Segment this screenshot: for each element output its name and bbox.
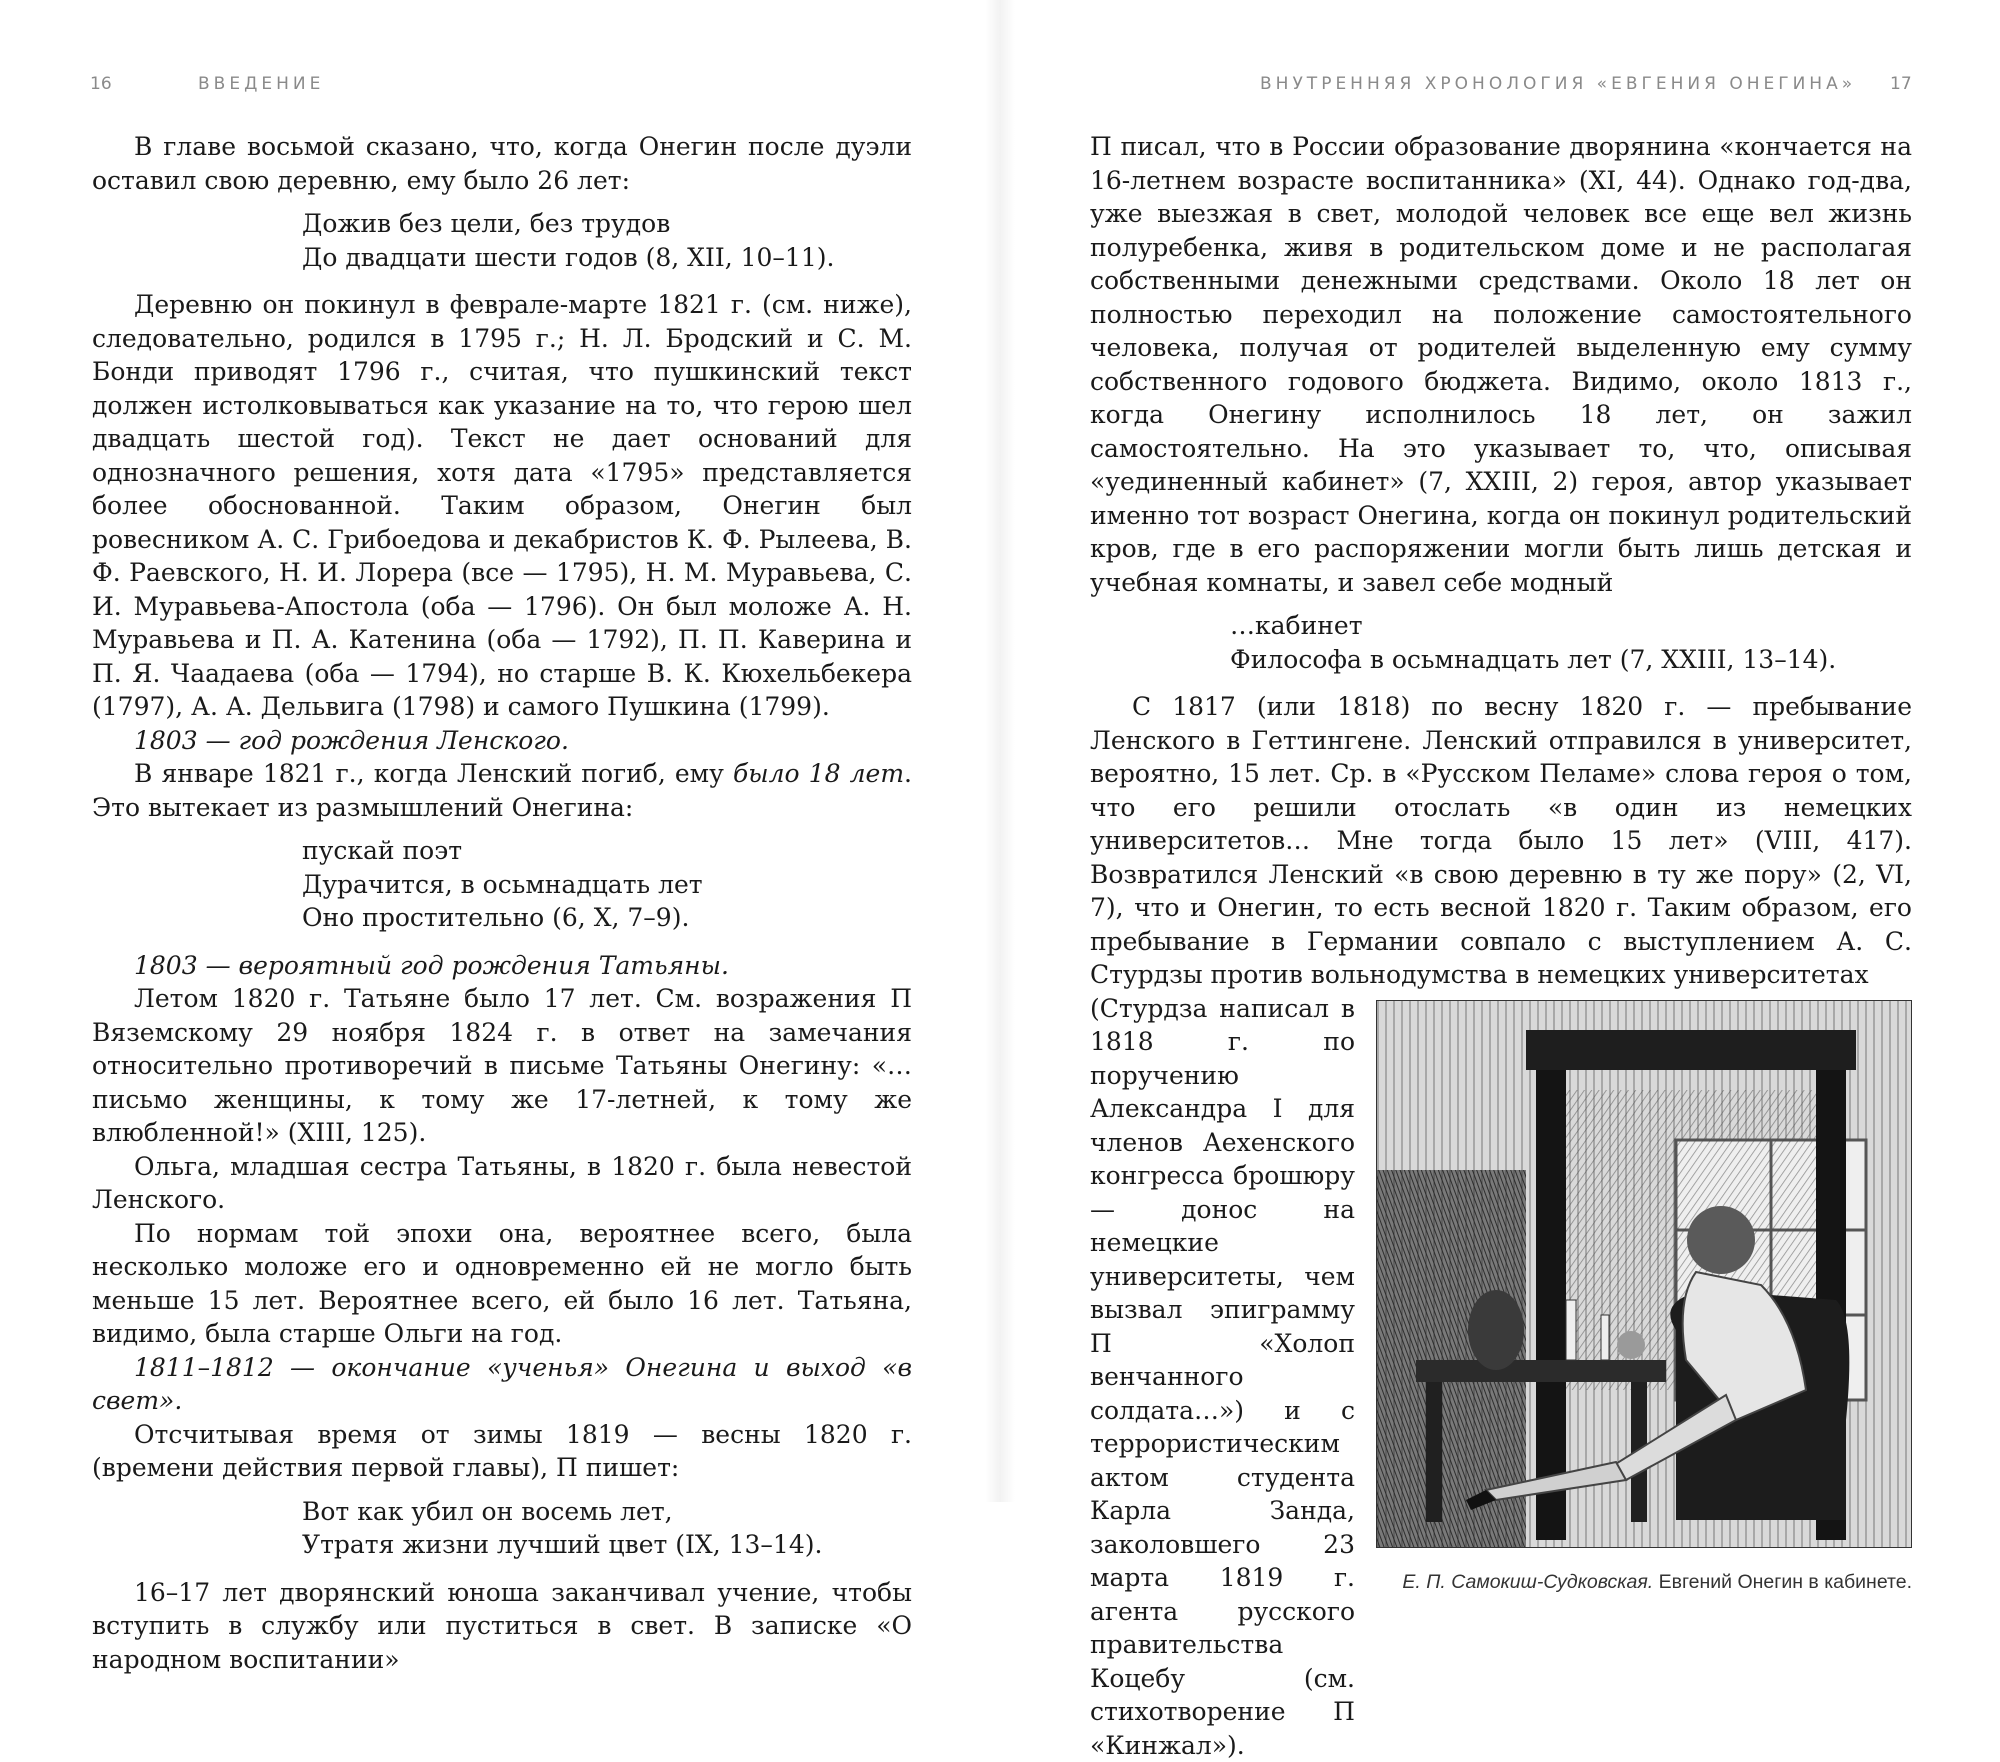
verse-line: Утратя жизни лучший цвет (IX, 13–14). (302, 1528, 912, 1562)
text-with-figure (1090, 992, 1912, 1762)
verse-quote (92, 834, 912, 935)
paragraph: С 1817 (или 1818) по весну 1820 г. — пребывание Ленского в Геттингене. Ленский отправился в университет, вероятно, 15 лет. Ср. в «Русском Пеламе» слова героя о том, что его решили отослать «в один из немецких университетов… Мне тогда было 15 лет» (VIII, 417). Возвратился Ленский «в свою деревню в ту же пору» (2, VI, 7), что и Онегин, то есть весной 1820 г. Таким образом, его пребывание в Германии совпало с выступлением А. С. Стурдзы против вольнодумства в немецких университетах (1090, 690, 1912, 992)
verse-line: До двадцати шести годов (8, XII, 10–11). (302, 241, 912, 275)
right-body-text (1090, 130, 1912, 1762)
paragraph: Деревню он покинул в феврале-марте 1821 г. (см. ниже), следовательно, родился в 1795 г.; Н. Л. Бродский и С. М. Бонди приводят 1796 г., считая, что пушкинский текст должен истолковываться как указание на то, что герою шел двадцать шестой год). Текст не дает оснований для однозначного решения, хотя дата «1795» представляется более обоснованной. Таким образом, Онегин был ровесником А. С. Грибоедова и декабристов К. Ф. Рылеева, В. Ф. Раевского, Н. И. Лорера (все — 1795), Н. М. Муравьева, С. И. Муравьева-Апостола (оба — 1796). Он был моложе А. Н. Муравьева и П. А. Катенина (оба — 1792), П. П. Каверина и П. Я. Чаадаева (оба — 1794), но старше В. К. Кюхельбекера (1797), А. А. Дельвига (1798) и самого Пушкина (1799). (92, 288, 912, 724)
right-page-number: 17 (1890, 74, 1912, 94)
left-page (0, 0, 1000, 1502)
verse-quote (92, 1495, 912, 1562)
wrapped-text-column (1090, 992, 1355, 1762)
left-running-head: ВВЕДЕНИЕ (198, 74, 324, 94)
paragraph: Отсчитывая время от зимы 1819 — весны 1820 г. (времени действия первой главы), П пишет: (92, 1418, 912, 1485)
verse-quote (92, 207, 912, 274)
verse-quote (1090, 609, 1912, 676)
figure (1376, 992, 1912, 1762)
section-heading: 1803 — вероятный год рождения Татьяны. (92, 949, 912, 983)
verse-line: …кабинет (1230, 609, 1912, 643)
verse-line: Философа в осьмнадцать лет (7, XXIII, 13–14). (1230, 643, 1912, 677)
engraving-illustration (1376, 1000, 1912, 1548)
verse-line: Оно простительно (6, X, 7–9). (302, 901, 912, 935)
verse-line: Вот как убил он восемь лет, (302, 1495, 912, 1529)
figure-caption: Е. П. Самокиш-Судковская. Евгений Онегин в кабинете. (1376, 1566, 1912, 1600)
right-page (1000, 0, 2000, 1502)
verse-line: Дурачится, в осьмнадцать лет (302, 868, 912, 902)
section-heading: 1803 — год рождения Ленского. (92, 724, 912, 758)
verse-line: пускай поэт (302, 834, 912, 868)
paragraph: (Стурдза написал в 1818 г. по поручению Александра I для членов Аехенского конгресса брошюру — донос на немецкие университеты, чем вызвал эпиграмму П «Холоп венчанного солдата…») и с террористическим актом студента Карла Занда, заколовшего 23 марта 1819 г. агента русского правительства Коцебу (см. стихотворение П «Кинжал»). (1090, 992, 1355, 1762)
paragraph: Ольга, младшая сестра Татьяны, в 1820 г. была невестой Ленского. (92, 1150, 912, 1217)
verse-line: Дожив без цели, без трудов (302, 207, 912, 241)
paragraph: В главе восьмой сказано, что, когда Онегин после дуэли оставил свою деревню, ему было 26 лет: (92, 130, 912, 197)
paragraph: П писал, что в России образование дворянина «кончается на 16-летнем возрасте воспитанника» (XI, 44). Однако год-два, уже выезжая в свет, молодой человек все еще вел жизнь полуребенка, живя в родительском доме и не располагая собственными денежными средствами. Около 18 лет он полностью переходил на положение самостоятельного человека, получая от родителей выделенную ему сумму собственного годового бюджета. Видимо, около 1813 г., когда Онегину исполнилось 18 лет, он зажил самостоятельно. На это указывает то, что, описывая «уединенный кабинет» (7, XXIII, 2) героя, автор указывает именно тот возраст Онегина, когда он покинул родительский кров, где в его распоряжении могли быть лишь детская и учебная комнаты, и завел себе модный (1090, 130, 1912, 599)
section-heading: 1811–1812 — окончание «ученья» Онегина и выход «в свет». (92, 1351, 912, 1418)
paragraph: Летом 1820 г. Татьяне было 17 лет. См. возражения П Вяземскому 29 ноября 1824 г. в ответ на замечания относительно противоречий в письме Татьяны Онегину: «…письмо женщины, к тому же 17-летней, к тому же влюбленной!» (XIII, 125). (92, 982, 912, 1150)
paragraph: 16–17 лет дворянский юноша заканчивал учение, чтобы вступить в службу или пуститься в свет. В записке «О народном воспитании» (92, 1576, 912, 1677)
left-body-text (92, 130, 912, 1676)
paragraph: В январе 1821 г., когда Ленский погиб, ему было 18 лет. Это вытекает из размышлений Онегина: (92, 757, 912, 824)
paragraph: По нормам той эпохи она, вероятнее всего, была несколько моложе его и одновременно ей не могло быть меньше 15 лет. Вероятнее всего, ей было 16 лет. Татьяна, видимо, была старше Ольги на год. (92, 1217, 912, 1351)
right-running-head: ВНУТРЕННЯЯ ХРОНОЛОГИЯ «ЕВГЕНИЯ ОНЕГИНА» (1260, 74, 1856, 94)
left-page-number: 16 (90, 74, 112, 94)
